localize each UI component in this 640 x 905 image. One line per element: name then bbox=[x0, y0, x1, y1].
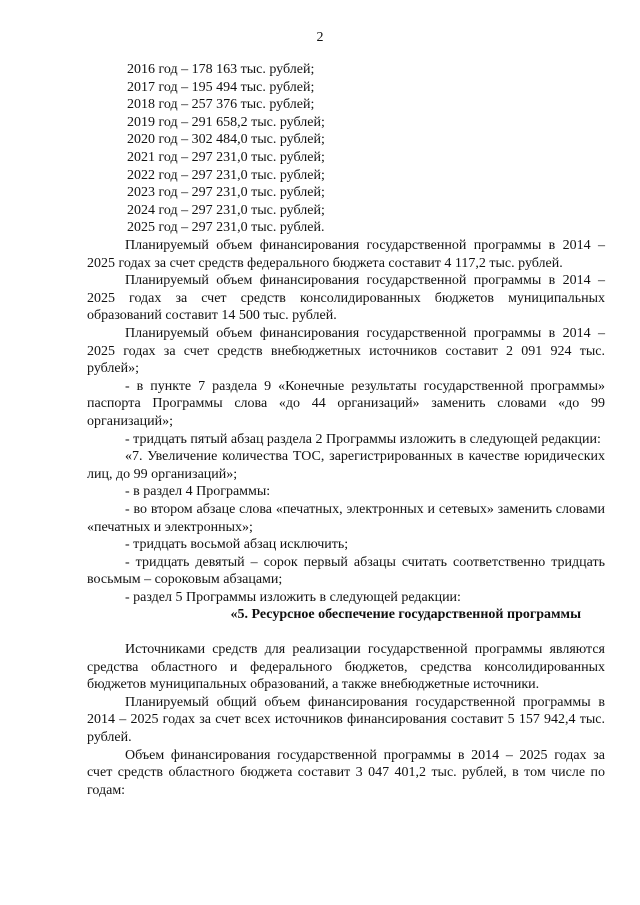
page-number: 2 bbox=[316, 30, 324, 45]
year-amount-line: 2020 год – 302 484,0 тыс. рублей; bbox=[127, 132, 325, 148]
year-amount-line: 2021 год – 297 231,0 тыс. рублей; bbox=[127, 149, 325, 165]
paragraph-municipal-budget: Планируемый объем финансирования государственной программы в 2014 – 2025 годах за счет средств консолидированных бюджетов муниципальных образований составит 14 500 тыс. рублей. bbox=[87, 273, 605, 324]
year-amount-line: 2019 год – 291 658,2 тыс. рублей; bbox=[127, 114, 325, 130]
paragraph-extrabudgetary: Планируемый объем финансирования государственной программы в 2014 – 2025 годах за счет средств внебюджетных источников составит 2 091 924 тыс. рублей»; bbox=[87, 325, 605, 377]
year-amount-line: 2016 год – 178 163 тыс. рублей; bbox=[127, 62, 315, 77]
paragraph-section-5: - раздел 5 Программы изложить в следующей редакции: bbox=[125, 589, 461, 605]
paragraph-second-abzac: - во втором абзаце слова «печатных, электронных и сетевых» заменить словами «печатных и электронных»; bbox=[87, 501, 605, 535]
year-amount-line: 2022 год – 297 231,0 тыс. рублей; bbox=[127, 167, 325, 183]
year-amount-line: 2018 год – 257 376 тыс. рублей; bbox=[127, 97, 315, 113]
year-amount-line: 2024 год – 297 231,0 тыс. рублей; bbox=[127, 202, 325, 218]
paragraph-quote-7: «7. Увеличение количества ТОС, зарегистрированных в качестве юридических лиц, до 99 организаций»; bbox=[87, 449, 605, 482]
year-amount-line: 2017 год – 195 494 тыс. рублей; bbox=[127, 79, 315, 95]
paragraph-38-exclude: - тридцать восьмой абзац исключить; bbox=[125, 537, 349, 553]
paragraph-39-41: - тридцать девятый – сорок первый абзацы считать соответственно тридцать восьмым – сороковым абзацами; bbox=[87, 554, 605, 588]
paragraph-total-volume: Планируемый общий объем финансирования государственной программы в 2014 – 2025 годах за счет всех источников финансирования составит 5 157 942,4 тыс. рублей. bbox=[87, 694, 605, 746]
section-heading: «5. Ресурсное обеспечение государственной программы bbox=[230, 607, 581, 623]
paragraph-federal-budget: Планируемый объем финансирования государственной программы в 2014 – 2025 годах за счет средств федерального бюджета составит 4 117,2 тыс. рублей. bbox=[87, 238, 605, 271]
paragraph-regional-budget: Объем финансирования государственной программы в 2014 – 2025 годах за счет средств областного бюджета составит 3 047 401,2 тыс. рублей, в том числе по годам: bbox=[87, 747, 605, 798]
paragraph-item-7: - в пункте 7 раздела 9 «Конечные результаты государственной программы» паспорта Программы слова «до 44 организаций» заменить словами «до 99 организаций»; bbox=[87, 378, 605, 429]
paragraph-section-2: - тридцать пятый абзац раздела 2 Программы изложить в следующей редакции: bbox=[125, 431, 601, 447]
paragraph-section-4: - в раздел 4 Программы: bbox=[125, 484, 271, 500]
year-amount-line: 2023 год – 297 231,0 тыс. рублей; bbox=[127, 185, 325, 201]
document-body bbox=[87, 237, 605, 799]
year-amount-list bbox=[127, 61, 325, 237]
paragraph-sources: Источниками средств для реализации государственной программы являются средства областного и федерального бюджетов, средства консолидированных бюджетов муниципальных образований, а также внебюджетные источники. bbox=[87, 642, 605, 693]
year-amount-line: 2025 год – 297 231,0 тыс. рублей. bbox=[127, 220, 325, 236]
